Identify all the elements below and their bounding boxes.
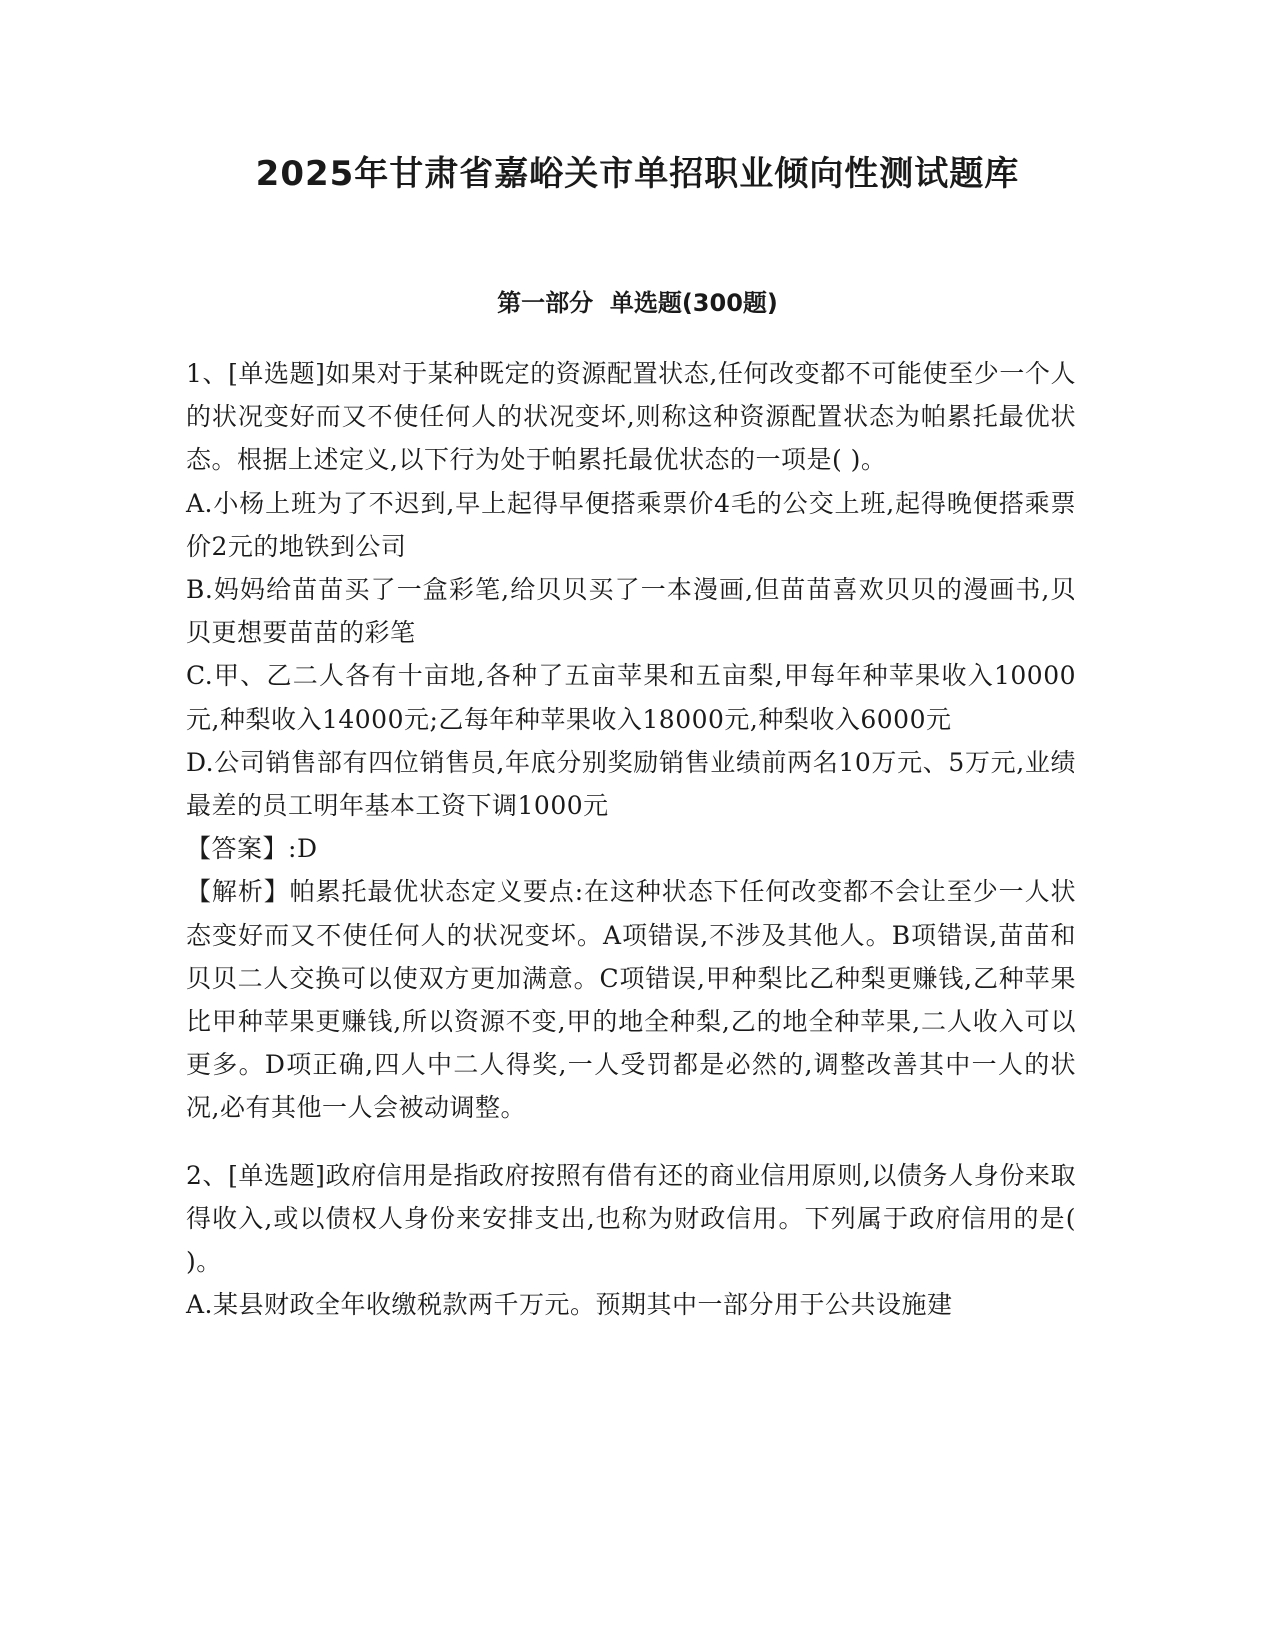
question-list	[186, 352, 1076, 1326]
answer-value: :D	[288, 834, 318, 864]
question-stem: 2、[单选题]政府信用是指政府按照有借有还的商业信用原则,以债务人身份来取得收入,或以债权人身份来安排支出,也称为财政信用。下列属于政府信用的是( )。	[186, 1160, 1076, 1277]
analysis-label: 【解析】	[186, 877, 290, 907]
answer-label: 【答案】	[186, 834, 289, 864]
answer-line	[186, 827, 1076, 870]
analysis-paragraph	[186, 870, 1076, 1129]
option-a: A.某县财政全年收缴税款两千万元。预期其中一部分用于公共设施建	[186, 1290, 953, 1320]
question-1	[186, 352, 1076, 1130]
analysis-text: 帕累托最优状态定义要点:在这种状态下任何改变都不会让至少一人状态变好而又不使任何人的状况变坏。A项错误,不涉及其他人。B项错误,苗苗和贝贝二人交换可以使双方更加满意。C项错误,甲种梨比乙种梨更赚钱,乙种苹果比甲种苹果更赚钱,所以资源不变,甲的地全种梨,乙的地全种苹果,二人收入可以更多。D项正确,四人中二人得奖,一人受罚都是必然的,调整改善其中一人的状况,必有其他一人会被动调整。	[186, 877, 1076, 1123]
option-c: C.甲、乙二人各有十亩地,各种了五亩苹果和五亩梨,甲每年种苹果收入10000元,种梨收入14000元;乙每年种苹果收入18000元,种梨收入6000元	[186, 661, 1076, 734]
option-d: D.公司销售部有四位销售员,年底分别奖励销售业绩前两名10万元、5万元,业绩最差的员工明年基本工资下调1000元	[186, 747, 1076, 821]
document-title: 2025年甘肃省嘉峪关市单招职业倾向性测试题库	[255, 154, 1020, 194]
option-a: A.小杨上班为了不迟到,早上起得早便搭乘票价4毛的公交上班,起得晚便搭乘票价2元的地铁到公司	[186, 488, 1076, 561]
option-b: B.妈妈给苗苗买了一盒彩笔,给贝贝买了一本漫画,但苗苗喜欢贝贝的漫画书,贝贝更想要苗苗的彩笔	[186, 575, 1076, 648]
section-title: 第一部分 单选题(300题)	[497, 289, 778, 317]
question-2	[186, 1154, 1076, 1327]
question-stem: 1、[单选题]如果对于某种既定的资源配置状态,任何改变都不可能使至少一个人的状况变好而又不使任何人的状况变坏,则称这种资源配置状态为帕累托最优状态。根据上述定义,以下行为处于帕累托最优状态的一项是( )。	[186, 359, 1076, 475]
